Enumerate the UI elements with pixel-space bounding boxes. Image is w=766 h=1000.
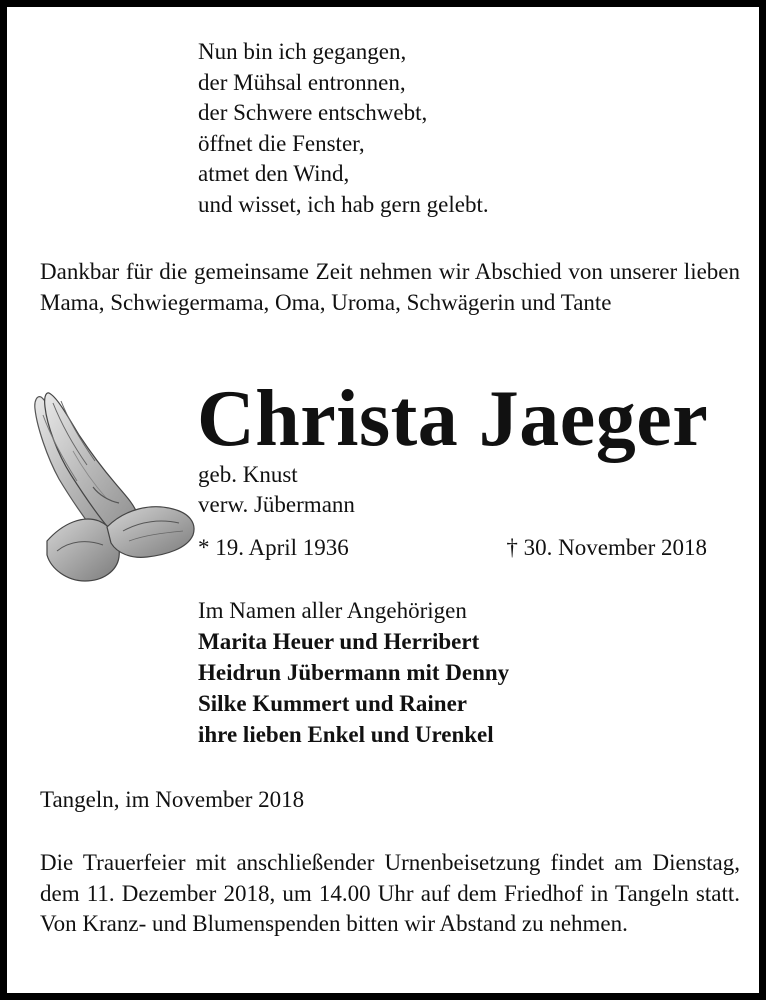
place-date: Tangeln, im November 2018 bbox=[40, 787, 305, 812]
mourner-name: ihre lieben Enkel und Urenkel bbox=[198, 722, 494, 747]
poem-line: der Schwere entschwebt, bbox=[198, 100, 428, 125]
mourners-intro: Im Namen aller Angehörigen bbox=[198, 598, 467, 623]
intro-paragraph: Dankbar für die gemeinsame Zeit nehmen wir Abschied von unserer lieben Mama, Schwiegermama, Oma, Uroma, Schwägerin und Tante bbox=[40, 259, 740, 315]
deceased-name: Christa Jaeger bbox=[197, 375, 709, 463]
poem-line: atmet den Wind, bbox=[198, 161, 350, 186]
mourner-name: Heidrun Jübermann mit Denny bbox=[198, 660, 510, 685]
poem bbox=[198, 37, 489, 220]
poem-line: Nun bin ich gegangen, bbox=[198, 39, 407, 64]
widowed-name: verw. Jübermann bbox=[198, 492, 355, 517]
mourner-name: Marita Heuer und Herribert bbox=[198, 629, 480, 654]
poem-line: der Mühsal entronnen, bbox=[198, 69, 406, 95]
mourner-name: Silke Kummert und Rainer bbox=[198, 691, 467, 716]
birth-date: * 19. April 1936 bbox=[198, 535, 349, 560]
service-paragraph: Die Trauerfeier mit anschließender Urnenbeisetzung findet am Dienstag, dem 11. Dezember 2018, um 14.00 Uhr auf dem Friedhof in Tangeln statt. Von Kranz- und Blumenspenden bitten wir Abstand zu nehmen. bbox=[40, 850, 740, 936]
life-dates bbox=[198, 533, 707, 563]
maiden-name: geb. Knust bbox=[198, 462, 298, 487]
poem-line: öffnet die Fenster, bbox=[198, 130, 365, 156]
poem-line: und wisset, ich hab gern gelebt. bbox=[198, 191, 489, 217]
praying-hands-icon bbox=[33, 391, 195, 587]
death-date: † 30. November 2018 bbox=[506, 535, 707, 560]
mourners-block bbox=[198, 595, 509, 750]
